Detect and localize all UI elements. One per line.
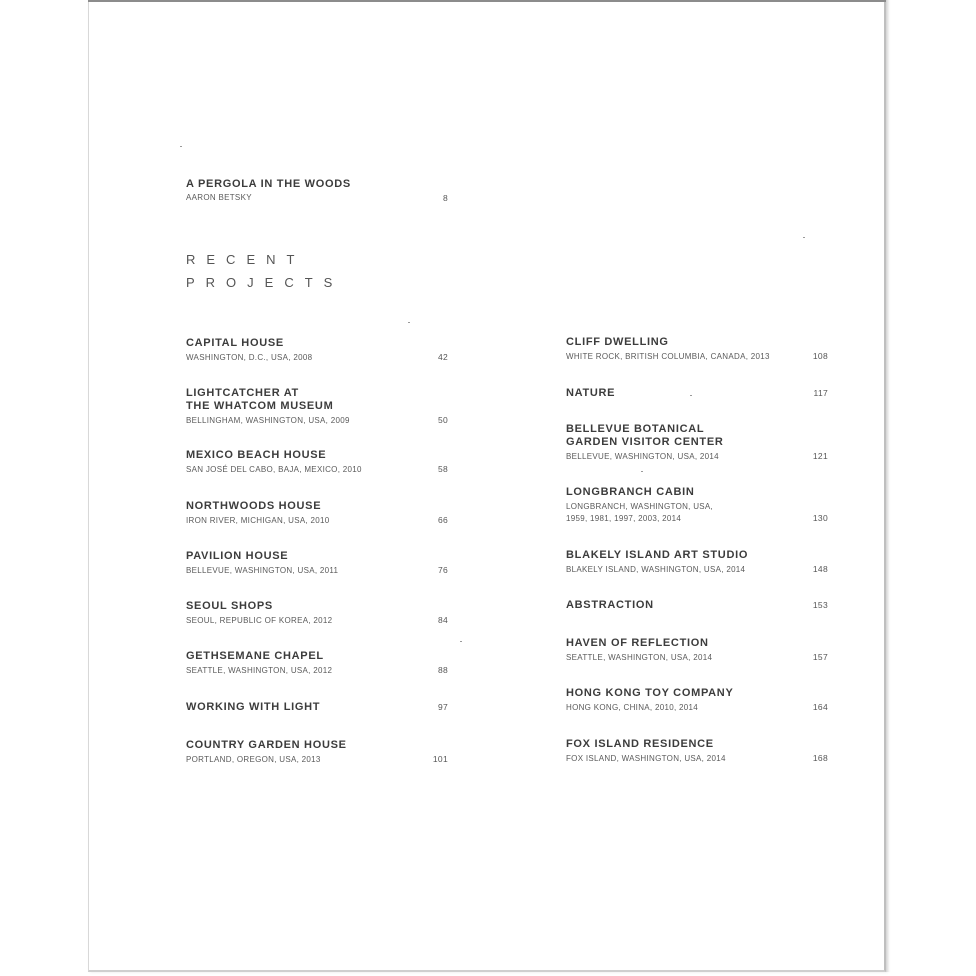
toc-entry-location: 1959, 1981, 1997, 2003, 2014 [566, 514, 682, 523]
toc-entry-title: BLAKELY ISLAND ART STUDIO [566, 549, 749, 561]
toc-entry-title: HAVEN OF REFLECTION [566, 637, 709, 649]
intro-essay-title: A PERGOLA IN THE WOODS [186, 178, 351, 190]
toc-entry-page-number: 58 [437, 464, 448, 474]
toc-entry-page-number: 153 [812, 600, 828, 610]
toc-entry-location: PORTLAND, OREGON, USA, 2013 [186, 755, 321, 764]
toc-entry-title: BELLEVUE BOTANICAL [566, 423, 705, 435]
toc-entry-page-number: 157 [812, 652, 828, 662]
toc-entry-fox-island-residence[interactable] [566, 738, 828, 765]
toc-entry-title: PAVILION HOUSE [186, 550, 289, 562]
toc-entry-page-number: 117 [813, 388, 828, 398]
intro-essay-page-number: 8 [442, 193, 448, 203]
section-heading-line-2: PROJECTS [186, 275, 344, 290]
paper-speck [641, 471, 643, 472]
toc-entry-gethsemane-chapel[interactable] [186, 650, 448, 677]
toc-entry-page-number: 88 [437, 665, 448, 675]
toc-entry-location: IRON RIVER, MICHIGAN, USA, 2010 [186, 516, 330, 525]
toc-entry-title: HONG KONG TOY COMPANY [566, 687, 734, 699]
page-edge-shadow [886, 0, 890, 972]
section-heading [186, 248, 343, 294]
toc-entry-title: THE WHATCOM MUSEUM [186, 400, 334, 412]
paper-speck [408, 322, 410, 323]
toc-entry-title: CLIFF DWELLING [566, 336, 669, 348]
toc-entry-country-garden-house[interactable] [186, 739, 448, 766]
toc-entry-location: SEOUL, REPUBLIC OF KOREA, 2012 [186, 616, 333, 625]
toc-entry-title: SEOUL SHOPS [186, 600, 273, 612]
toc-entry-location: SAN JOSÉ DEL CABO, BAJA, MEXICO, 2010 [186, 465, 362, 474]
toc-entry-page-number: 121 [812, 451, 828, 461]
toc-entry-working-with-light[interactable] [186, 701, 448, 714]
toc-entry-location: WHITE ROCK, BRITISH COLUMBIA, CANADA, 2013 [566, 352, 770, 361]
toc-entry-seoul-shops[interactable] [186, 600, 448, 627]
toc-entry-page-number: 130 [812, 513, 828, 523]
toc-entry-page-number: 76 [437, 565, 448, 575]
toc-entry-location: FOX ISLAND, WASHINGTON, USA, 2014 [566, 754, 726, 763]
toc-entry-nature[interactable] [566, 387, 828, 400]
toc-entry-location: BELLEVUE, WASHINGTON, USA, 2011 [186, 566, 339, 575]
paper-speck [460, 641, 462, 642]
toc-entry-capital-house[interactable] [186, 337, 448, 364]
toc-entry-lightcatcher-at-the-whatcom-museum[interactable] [186, 387, 448, 427]
toc-entry-pavilion-house[interactable] [186, 550, 448, 577]
toc-entry-page-number: 50 [437, 415, 448, 425]
toc-entry-page-number: 168 [812, 753, 828, 763]
toc-entry-title: NORTHWOODS HOUSE [186, 500, 322, 512]
toc-entry-page-number: 164 [812, 702, 828, 712]
toc-entry-longbranch-cabin[interactable] [566, 486, 828, 525]
toc-entry-title: COUNTRY GARDEN HOUSE [186, 739, 347, 751]
toc-entry-title: NATURE [566, 387, 616, 399]
toc-entry-location: BELLINGHAM, WASHINGTON, USA, 2009 [186, 416, 350, 425]
toc-entry-title: LONGBRANCH CABIN [566, 486, 695, 498]
toc-entry-title: FOX ISLAND RESIDENCE [566, 738, 714, 750]
toc-entry-page-number: 42 [437, 352, 448, 362]
paper-speck [690, 395, 692, 396]
toc-entry-hong-kong-toy-company[interactable] [566, 687, 828, 714]
toc-entry-page-number: 97 [437, 702, 448, 712]
toc-entry-northwoods-house[interactable] [186, 500, 448, 527]
toc-entry-title: MEXICO BEACH HOUSE [186, 449, 327, 461]
toc-entry-title: LIGHTCATCHER AT [186, 387, 299, 399]
toc-entry-location: SEATTLE, WASHINGTON, USA, 2014 [566, 653, 713, 662]
toc-entry-bellevue-botanical-garden-visitor-center[interactable] [566, 423, 828, 463]
toc-entry-abstraction[interactable] [566, 599, 828, 612]
toc-entry-haven-of-reflection[interactable] [566, 637, 828, 664]
toc-entry-title: ABSTRACTION [566, 599, 654, 611]
toc-entry-cliff-dwelling[interactable] [566, 336, 828, 363]
paper-speck [803, 237, 805, 238]
toc-entry-page-number: 84 [437, 615, 448, 625]
toc-entry-location: BLAKELY ISLAND, WASHINGTON, USA, 2014 [566, 565, 746, 574]
toc-entry-location: LONGBRANCH, WASHINGTON, USA, [566, 502, 714, 511]
toc-entry-location: HONG KONG, CHINA, 2010, 2014 [566, 703, 699, 712]
paper-speck [180, 146, 182, 147]
section-heading-line-1: RECENT [186, 252, 306, 267]
toc-entry-title: WORKING WITH LIGHT [186, 701, 321, 713]
toc-entry-title: CAPITAL HOUSE [186, 337, 284, 349]
toc-entry-location: SEATTLE, WASHINGTON, USA, 2012 [186, 666, 333, 675]
toc-entry-page-number: 101 [432, 754, 448, 764]
toc-entry-page-number: 148 [812, 564, 828, 574]
toc-entry-mexico-beach-house[interactable] [186, 449, 448, 476]
toc-entry-page-number: 108 [812, 351, 828, 361]
intro-essay-author: AARON BETSKY [186, 193, 252, 202]
intro-essay-entry[interactable] [186, 178, 448, 204]
toc-entry-page-number: 66 [437, 515, 448, 525]
page-top-edge [88, 0, 886, 2]
toc-entry-location: WASHINGTON, D.C., USA, 2008 [186, 353, 313, 362]
toc-entry-title: GARDEN VISITOR CENTER [566, 436, 724, 448]
toc-entry-title: GETHSEMANE CHAPEL [186, 650, 324, 662]
toc-entry-location: BELLEVUE, WASHINGTON, USA, 2014 [566, 452, 719, 461]
toc-entry-blakely-island-art-studio[interactable] [566, 549, 828, 576]
